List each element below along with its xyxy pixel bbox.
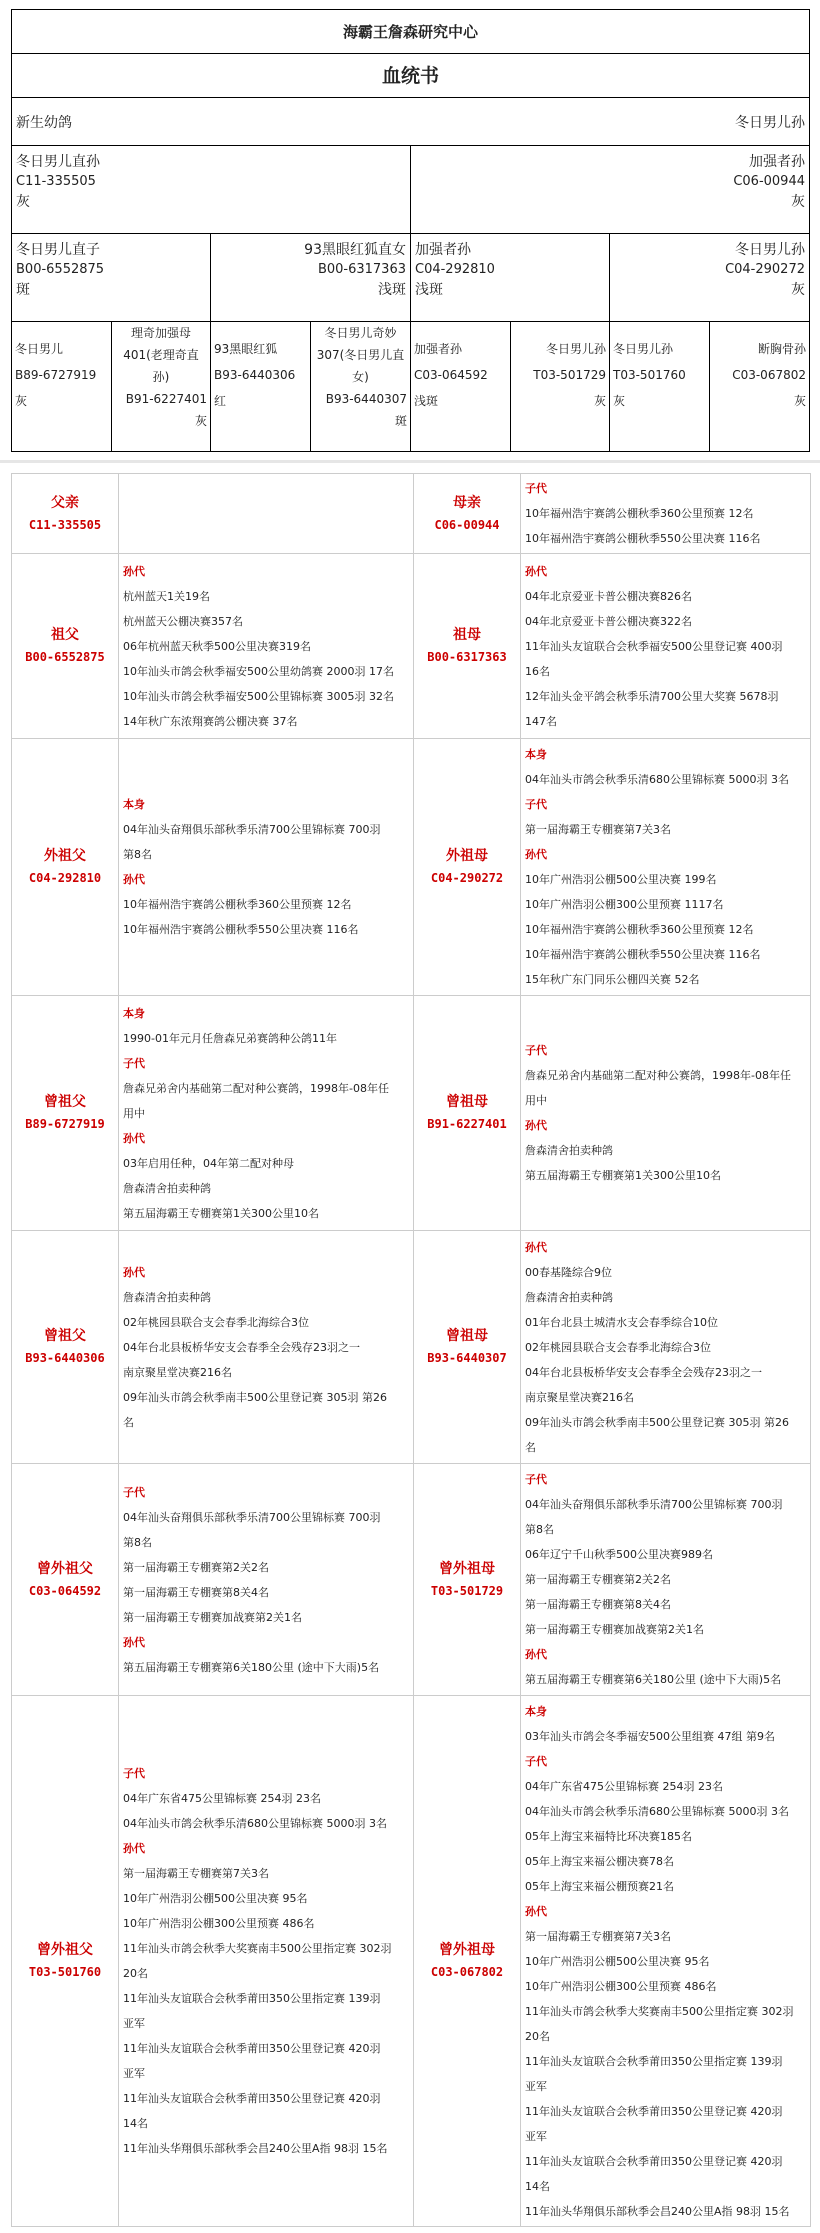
dam-color: 灰 xyxy=(791,194,805,210)
achievement-line: 10年广州浩羽公棚300公里预赛 486名 xyxy=(123,1917,315,1930)
g3-ring: B93-6440306 xyxy=(214,368,296,382)
ancestor-label xyxy=(414,1464,521,1696)
achievement-line: 10年福州浩宇赛鸽公棚秋季550公里决赛 116名 xyxy=(525,532,761,545)
grandparents-row xyxy=(12,234,809,322)
g2-name: 冬日男儿孙 xyxy=(735,242,805,258)
achievement-line: 10年福州浩宇赛鸽公棚秋季360公里预赛 12名 xyxy=(525,507,754,520)
ancestor-row xyxy=(12,739,811,996)
subject-lineage: 冬日男儿孙 xyxy=(735,115,805,131)
achievement-line: 第一届海霸王专棚赛第2关2名 xyxy=(123,1560,269,1574)
achievement-line: 第8名 xyxy=(123,1535,152,1549)
section-heading: 孙代 xyxy=(123,873,145,886)
relation: 曾祖父 xyxy=(44,1094,86,1110)
achievement-line: 杭州蓝天1关19名 xyxy=(123,589,210,603)
ancestor-label xyxy=(414,739,521,996)
section-heading: 孙代 xyxy=(525,1240,547,1254)
section-heading: 本身 xyxy=(123,798,145,811)
achievement-line: 第一届海霸王专棚赛加战赛第2关1名 xyxy=(123,1610,302,1624)
g2-color: 斑 xyxy=(16,282,30,298)
achievement-line: 第一届海霸王专棚赛第7关3名 xyxy=(525,1929,671,1943)
ring-number: C04-292810 xyxy=(28,871,102,885)
g3-color: 灰 xyxy=(793,394,806,408)
g2-ring: B00-6317363 xyxy=(317,262,406,277)
g3-ring: C03-067802 xyxy=(732,368,806,382)
ring-number: B91-6227401 xyxy=(427,1117,507,1131)
ring-number: B00-6552875 xyxy=(25,650,105,664)
achievement-line: 用中 xyxy=(525,1094,547,1107)
g3-cell-1 xyxy=(12,322,112,451)
g3-cell-2 xyxy=(112,322,211,451)
ancestor-label xyxy=(414,1696,521,2227)
achievement-line: 11年汕头友谊联合会秋季莆田350公里登记赛 420羽 xyxy=(525,2154,783,2168)
g2-ring: C04-290272 xyxy=(725,262,805,277)
g3-color: 斑 xyxy=(394,414,407,428)
sire-cell xyxy=(12,146,411,233)
achievements xyxy=(119,739,414,996)
achievement-line: 04年汕头奋翔俱乐部秋季乐清700公里锦标赛 700羽 xyxy=(123,1510,381,1524)
relation: 外祖父 xyxy=(44,848,86,864)
relation: 曾祖母 xyxy=(446,1094,488,1110)
dam-ring: C06-00944 xyxy=(733,174,805,189)
sire-color: 灰 xyxy=(16,194,30,210)
relation: 父亲 xyxy=(51,494,79,511)
relation: 母亲 xyxy=(453,494,481,511)
achievement-line: 第一届海霸王专棚赛加战赛第2关1名 xyxy=(525,1623,704,1636)
document-title: 血统书 xyxy=(12,54,809,98)
achievement-line: 第五届海霸王专棚赛第1关300公里10名 xyxy=(123,1206,319,1220)
g3-name: 加强者孙 xyxy=(414,342,463,356)
achievement-line: 10年广州浩羽公棚300公里预赛 486名 xyxy=(525,1979,717,1993)
achievement-line: 10年广州浩羽公棚300公里预赛 1117名 xyxy=(525,898,724,911)
ring-number: B89-6727919 xyxy=(25,1117,105,1131)
relation: 曾外祖母 xyxy=(439,1942,495,1958)
achievement-line: 03年启用任种，04年第二配对种母 xyxy=(123,1156,294,1170)
achievement-line: 04年北京爱亚卡普公棚决赛826名 xyxy=(525,589,692,603)
section-heading: 子代 xyxy=(123,1056,145,1070)
g2-color: 浅斑 xyxy=(378,282,406,298)
achievements xyxy=(119,1696,414,2227)
achievement-line: 第五届海霸王专棚赛第6关180公里 (途中下大雨)5名 xyxy=(123,1660,380,1674)
achievement-line: 11年汕头市鸽会秋季大奖赛南丰500公里指定赛 302羽 xyxy=(123,1942,392,1955)
achievement-line: 第一届海霸王专棚赛第8关4名 xyxy=(525,1598,671,1611)
section-heading: 子代 xyxy=(525,798,547,811)
achievement-line: 20名 xyxy=(525,2029,550,2043)
ancestor-label xyxy=(12,474,119,554)
achievement-line: 11年汕头市鸽会秋季大奖赛南丰500公里指定赛 302羽 xyxy=(525,2004,794,2018)
achievements xyxy=(521,739,811,996)
achievement-line: 11年汕头华翔俱乐部秋季会昌240公里A指 98羽 15名 xyxy=(525,2204,790,2218)
ancestor-label xyxy=(414,996,521,1231)
achievement-line: 亚军 xyxy=(123,2017,145,2030)
g2-color: 灰 xyxy=(791,282,805,298)
section-heading: 子代 xyxy=(525,482,547,495)
section-heading: 孙代 xyxy=(525,564,547,578)
section-heading: 子代 xyxy=(123,1485,145,1499)
g3-ring: B89-6727919 xyxy=(15,368,97,382)
dam-cell xyxy=(411,146,809,233)
achievements xyxy=(521,554,811,739)
achievement-line: 11年汕头友谊联合会秋季莆田350公里登记赛 420羽 xyxy=(123,2042,381,2055)
achievement-line: 南京聚星堂决赛216名 xyxy=(525,1390,634,1404)
achievement-line: 詹森清舍拍卖种鸽 xyxy=(123,1290,211,1304)
achievement-line: 00春基隆综合9位 xyxy=(525,1265,612,1279)
subject-label: 新生幼鸽 xyxy=(16,115,72,131)
section-heading: 子代 xyxy=(525,1754,547,1768)
g3-color: 浅斑 xyxy=(414,394,439,408)
g3-ring: B91-6227401 xyxy=(125,392,207,406)
achievement-line: 詹森清舍拍卖种鸽 xyxy=(525,1144,613,1157)
ancestor-label xyxy=(12,1231,119,1464)
g3-color: 灰 xyxy=(15,394,28,408)
achievement-line: 11年汕头友谊联合会秋季福安500公里登记赛 400羽 xyxy=(525,639,783,653)
section-heading: 孙代 xyxy=(525,848,547,861)
achievement-line: 亚军 xyxy=(525,2129,547,2143)
ancestor-label xyxy=(12,996,119,1231)
achievement-line: 04年台北县板桥华安支会春季全会残存23羽之一 xyxy=(525,1365,762,1379)
achievement-line: 12年汕头金平鸽会秋季乐清700公里大奖赛 5678羽 xyxy=(525,689,779,703)
achievement-line: 名 xyxy=(123,1415,134,1429)
achievement-line: 05年上海宝来福公棚决赛78名 xyxy=(525,1854,674,1868)
g2-cell-1 xyxy=(12,234,211,321)
g2-ring: C04-292810 xyxy=(415,262,495,277)
g3-cell-3 xyxy=(211,322,311,451)
ancestor-label xyxy=(414,1231,521,1464)
achievement-line: 05年上海宝来福特比环决赛185名 xyxy=(525,1829,692,1843)
g2-name: 加强者孙 xyxy=(415,242,471,258)
achievement-line: 名 xyxy=(525,1440,536,1454)
great-grandparents-row xyxy=(12,322,809,451)
section-heading: 孙代 xyxy=(123,1842,145,1855)
achievements xyxy=(521,1231,811,1464)
relation: 曾外祖母 xyxy=(439,1560,495,1577)
g3-cell-5 xyxy=(411,322,511,451)
g2-cell-3 xyxy=(411,234,610,321)
g3-ring: T03-501729 xyxy=(533,368,606,382)
sire-name: 冬日男儿直孙 xyxy=(16,154,100,170)
achievement-line: 10年汕头市鸽会秋季福安500公里幼鸽赛 2000羽 17名 xyxy=(123,664,394,678)
achievement-line: 04年汕头市鸽会秋季乐清680公里锦标赛 5000羽 3名 xyxy=(123,1817,387,1830)
achievement-line: 詹森兄弟舍内基础第二配对种公赛鸽，1998年-08年任 xyxy=(123,1081,389,1095)
achievements xyxy=(521,474,811,554)
g2-name: 冬日男儿直子 xyxy=(16,242,100,258)
ancestor-row xyxy=(12,996,811,1231)
achievement-line: 06年辽宁千山秋季500公里决赛989名 xyxy=(525,1548,713,1561)
achievement-line: 11年汕头华翔俱乐部秋季会昌240公里A指 98羽 15名 xyxy=(123,2142,388,2155)
ancestor-label xyxy=(12,554,119,739)
g3-color: 灰 xyxy=(593,394,606,408)
achievement-line: 10年广州浩羽公棚500公里决赛 199名 xyxy=(525,873,717,886)
relation: 外祖母 xyxy=(446,848,488,864)
g2-color: 浅斑 xyxy=(415,282,443,298)
relation: 曾外祖父 xyxy=(37,1560,93,1577)
achievement-line: 10年广州浩羽公棚500公里决赛 95名 xyxy=(525,1954,710,1968)
relation: 曾祖母 xyxy=(446,1328,488,1344)
achievement-line: 第8名 xyxy=(525,1523,554,1536)
achievements xyxy=(521,1696,811,2227)
relation: 祖母 xyxy=(453,627,481,643)
achievement-line: 16名 xyxy=(525,664,550,678)
section-heading: 孙代 xyxy=(123,1635,145,1649)
achievement-line: 10年汕头市鸽会秋季福安500公里锦标赛 3005羽 32名 xyxy=(123,689,394,703)
ancestor-row xyxy=(12,1464,811,1696)
achievement-line: 詹森兄弟舍内基础第二配对种公赛鸽，1998年-08年任 xyxy=(525,1069,791,1082)
ancestor-row xyxy=(12,1696,811,2227)
ring-number: C11-335505 xyxy=(28,517,102,532)
achievement-line: 第一届海霸王专棚赛第2关2名 xyxy=(525,1573,671,1586)
ring-number: T03-501729 xyxy=(430,1583,504,1598)
g3-name: 冬日男儿 xyxy=(15,342,64,356)
ancestor-label xyxy=(12,739,119,996)
achievement-line: 11年汕头友谊联合会秋季莆田350公里指定赛 139羽 xyxy=(123,1992,381,2005)
ring-number: C06-00944 xyxy=(434,517,500,532)
achievement-line: 詹森清舍拍卖种鸽 xyxy=(123,1181,211,1195)
g3-color: 灰 xyxy=(194,414,207,428)
achievement-line: 04年汕头市鸽会秋季乐清680公里锦标赛 5000羽 3名 xyxy=(525,773,789,786)
achievements xyxy=(119,474,414,554)
achievement-line: 南京聚星堂决赛216名 xyxy=(123,1365,232,1379)
g3-ring: T03-501760 xyxy=(613,368,686,382)
g3-ring: B93-6440307 xyxy=(325,392,407,406)
achievements xyxy=(119,1464,414,1696)
section-heading: 孙代 xyxy=(525,1904,547,1918)
achievement-line: 第8名 xyxy=(123,848,152,861)
achievements xyxy=(119,1231,414,1464)
achievement-line: 詹森清舍拍卖种鸽 xyxy=(525,1290,613,1304)
achievement-line: 10年福州浩宇赛鸽公棚秋季360公里预赛 12名 xyxy=(525,923,754,936)
g3-color: 灰 xyxy=(613,394,626,408)
ancestor-label xyxy=(12,1464,119,1696)
achievement-line: 01年台北县土城清水支会春季综合10位 xyxy=(525,1315,718,1329)
achievement-line: 10年广州浩羽公棚500公里决赛 95名 xyxy=(123,1892,308,1905)
ancestor-row xyxy=(12,554,811,739)
g3-cell-4 xyxy=(311,322,411,451)
ring-number: C03-064592 xyxy=(28,1583,102,1598)
g3-cell-7 xyxy=(610,322,710,451)
section-heading: 孙代 xyxy=(123,564,145,578)
achievement-line: 04年汕头市鸽会秋季乐清680公里锦标赛 5000羽 3名 xyxy=(525,1804,789,1818)
ancestor-label xyxy=(12,1696,119,2227)
achievement-line: 04年广东省475公里锦标赛 254羽 23名 xyxy=(123,1792,321,1805)
g3-cell-6 xyxy=(511,322,610,451)
achievement-line: 14年秋广东浓翔赛鸽公棚决赛 37名 xyxy=(123,714,298,728)
g3-ring: C03-064592 xyxy=(414,368,488,382)
relation: 曾祖父 xyxy=(44,1328,86,1344)
relation: 祖父 xyxy=(51,627,79,643)
achievement-line: 147名 xyxy=(525,714,557,728)
achievement-line: 第一届海霸王专棚赛第7关3名 xyxy=(525,823,671,836)
section-heading: 子代 xyxy=(525,1473,547,1486)
section-divider xyxy=(0,460,820,463)
achievement-line: 用中 xyxy=(123,1106,145,1120)
relation: 曾外祖父 xyxy=(37,1942,93,1958)
parents-row xyxy=(12,146,809,234)
achievement-line: 09年汕头市鸽会秋季南丰500公里登记赛 305羽 第26 xyxy=(525,1415,789,1429)
ancestor-row xyxy=(12,474,811,554)
ancestor-row xyxy=(12,1231,811,1464)
ring-number: B93-6440307 xyxy=(427,1351,507,1365)
g3-name: 理奇加强母401(老理奇直孙) xyxy=(123,326,199,384)
section-heading: 本身 xyxy=(525,1704,547,1718)
achievement-line: 04年汕头奋翔俱乐部秋季乐清700公里锦标赛 700羽 xyxy=(123,823,381,836)
achievement-line: 11年汕头友谊联合会秋季莆田350公里指定赛 139羽 xyxy=(525,2054,783,2068)
section-heading: 孙代 xyxy=(525,1119,547,1132)
sire-ring: C11-335505 xyxy=(16,174,96,189)
section-heading: 子代 xyxy=(525,1044,547,1057)
performance-table xyxy=(11,473,811,2227)
achievement-line: 第一届海霸王专棚赛第7关3名 xyxy=(123,1867,269,1880)
ancestor-label xyxy=(414,554,521,739)
section-heading: 子代 xyxy=(123,1767,145,1780)
dam-name: 加强者孙 xyxy=(749,154,805,170)
g3-cell-8 xyxy=(710,322,809,451)
ring-number: T03-501760 xyxy=(28,1965,102,1979)
achievements xyxy=(521,996,811,1231)
achievement-line: 11年汕头友谊联合会秋季莆田350公里登记赛 420羽 xyxy=(525,2104,783,2118)
g2-ring: B00-6552875 xyxy=(16,262,105,277)
achievement-line: 亚军 xyxy=(525,2079,547,2093)
achievement-line: 11年汕头友谊联合会秋季莆田350公里登记赛 420羽 xyxy=(123,2092,381,2105)
ancestor-label xyxy=(414,474,521,554)
ring-number: C03-067802 xyxy=(430,1965,504,1979)
g2-cell-2 xyxy=(211,234,411,321)
section-heading: 孙代 xyxy=(123,1131,145,1145)
g3-color: 红 xyxy=(214,394,227,408)
achievement-line: 1990-01年元月任詹森兄弟赛鸽种公鸽11年 xyxy=(123,1031,337,1045)
achievements xyxy=(119,554,414,739)
section-heading: 孙代 xyxy=(525,1648,547,1661)
achievement-line: 02年桃园县联合支会春季北海综合3位 xyxy=(525,1340,711,1354)
achievement-line: 04年广东省475公里锦标赛 254羽 23名 xyxy=(525,1779,723,1793)
achievement-line: 第五届海霸王专棚赛第1关300公里10名 xyxy=(525,1169,721,1182)
g3-name: 冬日男儿孙 xyxy=(613,342,674,356)
g3-name: 93黑眼红狐 xyxy=(214,342,278,356)
g3-name: 冬日男儿奇妙307(冬日男儿直女) xyxy=(316,326,405,384)
achievement-line: 04年汕头奋翔俱乐部秋季乐清700公里锦标赛 700羽 xyxy=(525,1498,783,1511)
achievement-line: 02年桃园县联合支会春季北海综合3位 xyxy=(123,1315,309,1329)
achievements xyxy=(521,1464,811,1696)
achievement-line: 09年汕头市鸽会秋季南丰500公里登记赛 305羽 第26 xyxy=(123,1390,387,1404)
ring-number: C04-290272 xyxy=(430,871,504,885)
g3-name: 冬日男儿孙 xyxy=(545,342,606,356)
section-heading: 本身 xyxy=(525,748,547,761)
achievement-line: 10年福州浩宇赛鸽公棚秋季550公里决赛 116名 xyxy=(525,948,761,961)
achievement-line: 第五届海霸王专棚赛第6关180公里 (途中下大雨)5名 xyxy=(525,1673,782,1686)
achievement-line: 06年杭州蓝天秋季500公里决赛319名 xyxy=(123,639,311,653)
achievement-line: 20名 xyxy=(123,1967,148,1980)
achievements xyxy=(119,996,414,1231)
achievement-line: 第一届海霸王专棚赛第8关4名 xyxy=(123,1585,269,1599)
achievement-line: 15年秋广东门同乐公棚四关赛 52名 xyxy=(525,973,700,986)
ring-number: B93-6440306 xyxy=(25,1351,105,1365)
achievement-line: 亚军 xyxy=(123,2067,145,2080)
pedigree-tree xyxy=(11,9,810,452)
ring-number: B00-6317363 xyxy=(427,650,507,664)
g2-name: 93黑眼红狐直女 xyxy=(304,242,406,258)
achievement-line: 04年北京爱亚卡普公棚决赛322名 xyxy=(525,614,692,628)
achievement-line: 杭州蓝天公棚决赛357名 xyxy=(123,614,243,628)
g2-cell-4 xyxy=(610,234,809,321)
achievement-line: 10年福州浩宇赛鸽公棚秋季360公里预赛 12名 xyxy=(123,898,352,911)
achievement-line: 05年上海宝来福公棚预赛21名 xyxy=(525,1879,674,1893)
subject-row xyxy=(12,98,809,146)
section-heading: 本身 xyxy=(123,1006,145,1020)
g3-name: 断胸骨孙 xyxy=(757,342,806,356)
achievement-line: 10年福州浩宇赛鸽公棚秋季550公里决赛 116名 xyxy=(123,923,359,936)
achievement-line: 03年汕头市鸽会冬季福安500公里组赛 47组 第9名 xyxy=(525,1729,775,1743)
achievement-line: 14名 xyxy=(525,2179,550,2193)
section-heading: 孙代 xyxy=(123,1265,145,1279)
achievement-line: 14名 xyxy=(123,2117,148,2130)
achievement-line: 04年台北县板桥华安支会春季全会残存23羽之一 xyxy=(123,1340,360,1354)
org-name: 海霸王詹森研究中心 xyxy=(12,10,809,54)
